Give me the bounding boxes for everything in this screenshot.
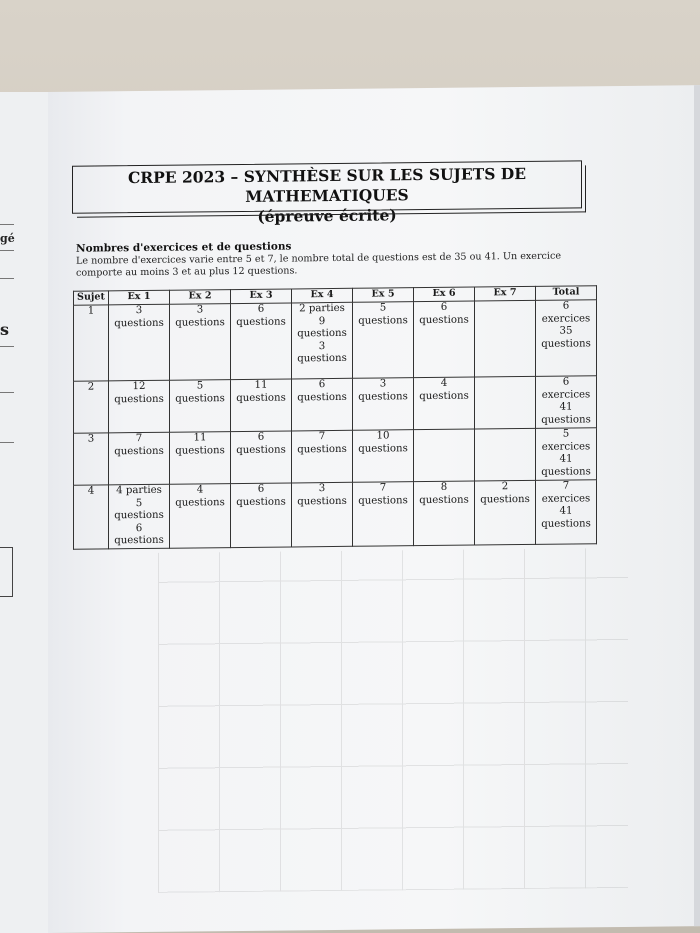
table-cell: 11 questions	[170, 432, 231, 485]
table-cell	[475, 428, 536, 481]
left-page-box	[0, 547, 13, 597]
left-page	[0, 92, 52, 933]
section-title: Nombres d'exercices et de questions	[76, 240, 292, 255]
table-cell: 11 questions	[231, 379, 292, 432]
table-cell: 7 questions	[353, 482, 414, 547]
header-ex4: Ex 4	[292, 288, 353, 303]
table-cell: 5 questions	[170, 380, 231, 433]
table-cell: 5 questions	[353, 302, 414, 379]
table-cell: 3 questions	[292, 482, 353, 547]
table-row	[74, 428, 597, 485]
header-ex3: Ex 3	[231, 289, 292, 304]
header-ex2: Ex 2	[170, 290, 231, 305]
page-fold	[694, 85, 700, 926]
table-cell: 7 exercices 41 questions	[536, 480, 597, 545]
table-cell: 6 questions	[414, 301, 475, 378]
left-page-rule	[0, 278, 14, 279]
table-cell: 6 exercices 35 questions	[536, 300, 597, 377]
left-page-fragment-mid: s	[0, 320, 10, 339]
table-cell: 5 exercices 41 questions	[536, 428, 597, 481]
table-cell: 8 questions	[414, 481, 475, 546]
document-page	[48, 85, 700, 933]
header-ex5: Ex 5	[353, 288, 414, 303]
table-row	[74, 300, 597, 381]
left-page-rule	[0, 392, 14, 393]
table-cell: 3 questions	[353, 378, 414, 431]
cell-sujet: 1	[74, 305, 109, 381]
header-sujet: Sujet	[74, 291, 109, 305]
table-cell: 6 exercices 41 questions	[536, 376, 597, 429]
table-cell	[475, 376, 536, 429]
left-page-rule	[0, 250, 14, 251]
table-cell: 6 questions	[231, 483, 292, 548]
table-cell: 7 questions	[292, 430, 353, 483]
table-cell: 6 questions	[292, 378, 353, 431]
page-title: CRPE 2023 – SYNTHÈSE SUR LES SUJETS DE MATHEMATIQUES	[127, 163, 527, 206]
table-cell: 2 parties 9 questions 3 questions	[292, 302, 353, 379]
table-cell: 7 questions	[109, 432, 170, 485]
header-ex7: Ex 7	[475, 286, 536, 301]
section-description: Le nombre d'exercices varie entre 5 et 7, le nombre total de questions est de 35 ou 41. Un exercice comporte au moins 3 et au plus 12 questions.	[76, 250, 562, 279]
header-ex1: Ex 1	[109, 290, 170, 305]
table-cell: 4 questions	[414, 377, 475, 430]
table-cell	[475, 300, 536, 377]
title-box-shadow	[77, 165, 586, 217]
table-cell: 12 questions	[109, 380, 170, 433]
table-cell: 4 questions	[170, 484, 231, 549]
table-cell: 6 questions	[231, 303, 292, 380]
table-cell: 3 questions	[109, 304, 170, 381]
header-ex6: Ex 6	[414, 287, 475, 302]
table-row	[74, 376, 597, 433]
left-page-rule	[0, 346, 14, 347]
table-cell: 2 questions	[475, 480, 536, 545]
table-row	[74, 480, 597, 549]
left-page-rule	[0, 224, 14, 225]
table-cell: 10 questions	[353, 430, 414, 483]
table-cell: 6 questions	[231, 431, 292, 484]
table-cell: 3 questions	[170, 304, 231, 381]
table-cell: 4 parties 5 questions 6 questions	[109, 484, 170, 549]
header-total: Total	[536, 286, 597, 301]
exercises-table	[73, 285, 597, 549]
table-cell	[414, 429, 475, 482]
left-page-fragment-top: gé	[0, 232, 15, 245]
left-page-rule	[0, 442, 14, 443]
cell-sujet: 2	[74, 381, 109, 433]
cell-sujet: 4	[74, 485, 109, 549]
cell-sujet: 3	[74, 433, 109, 485]
show-through-grid	[158, 548, 628, 893]
page-subtitle: (épreuve écrite)	[257, 205, 397, 226]
title-box	[72, 160, 582, 226]
